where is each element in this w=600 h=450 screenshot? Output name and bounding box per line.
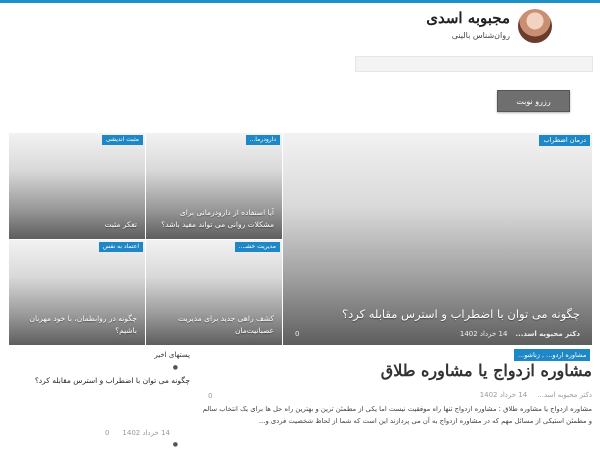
bullet-icon: ● [172, 441, 178, 448]
post-tile[interactable] [9, 240, 145, 345]
recent-post-comments[interactable]: 0 [105, 429, 110, 437]
post-title[interactable]: کشف راهی جدید برای مدیریت عصبانیت‌مان [178, 314, 274, 335]
featured-post-tile[interactable] [283, 133, 592, 345]
article-category-badge[interactable]: مشاوره اردو... , زناشو... [514, 349, 590, 361]
article-author[interactable]: دکتر محبوبه اسد... [537, 391, 592, 399]
recent-post-date: 14 خرداد 1402 [122, 429, 170, 437]
category-badge[interactable]: دارودرما... [246, 135, 280, 145]
category-badge[interactable]: درمان اضطراب [539, 135, 590, 146]
post-tile[interactable] [146, 240, 282, 345]
article-excerpt: مشاوره ازدواج یا مشاوره طلاق : مشاوره ازدواج تنها راه موفقیت نیست اما یکی از مطمئن ترین و بهترین راه حل ها برای یک انتخاب سالم و مطمئن استیکی از مسائل مهم که در مشاوره ازدواج به آن می پردازند این است که شما از لحاظ شخصیت فردی و... [202, 405, 592, 425]
post-meta [295, 330, 580, 338]
post-author[interactable]: دکتر محبوبه اسد... [515, 330, 580, 338]
reserve-appointment-button[interactable]: رزرو نوبت [497, 90, 570, 112]
bullet-icon: ● [172, 364, 178, 371]
recent-post-link[interactable]: چگونه می توان با اضطراب و استرس مقابله کرد؟ [34, 376, 190, 385]
category-badge[interactable]: اعتماد به نفس [99, 242, 143, 252]
post-tile[interactable] [9, 133, 145, 239]
article-meta [200, 391, 592, 399]
category-badge[interactable]: مدیریت خشـ... [235, 242, 280, 252]
post-date: 14 خرداد 1402 [459, 330, 508, 338]
avatar[interactable] [518, 9, 552, 43]
post-title[interactable]: چگونه در روابطمان، با خود مهربان باشیم؟ [29, 314, 137, 335]
article-title[interactable]: مشاوره ازدواج یا مشاوره طلاق [380, 361, 592, 380]
comment-count[interactable]: 0 [295, 330, 300, 338]
article-date: 14 خرداد 1402 [479, 391, 528, 399]
site-header [0, 3, 600, 53]
search-input[interactable] [355, 56, 593, 72]
brand-subtitle: روان‌شناس بالینی [451, 31, 510, 40]
recent-post-comments[interactable]: 0 [208, 392, 213, 400]
category-badge[interactable]: مثبت اندیشی [102, 135, 143, 145]
post-title[interactable]: تفکر مثبت [104, 220, 137, 229]
post-title[interactable]: آیا استفاده از دارودرمانی برای مشکلات روانی می تواند مفید باشد؟ [161, 208, 274, 229]
post-tile[interactable] [146, 133, 282, 239]
post-title[interactable]: چگونه می توان با اضطراب و استرس مقابله کرد؟ [342, 306, 580, 321]
brand-name[interactable]: مجبوبه اسدی [426, 9, 510, 27]
recent-posts-heading: پستهای اخیر [154, 351, 190, 359]
